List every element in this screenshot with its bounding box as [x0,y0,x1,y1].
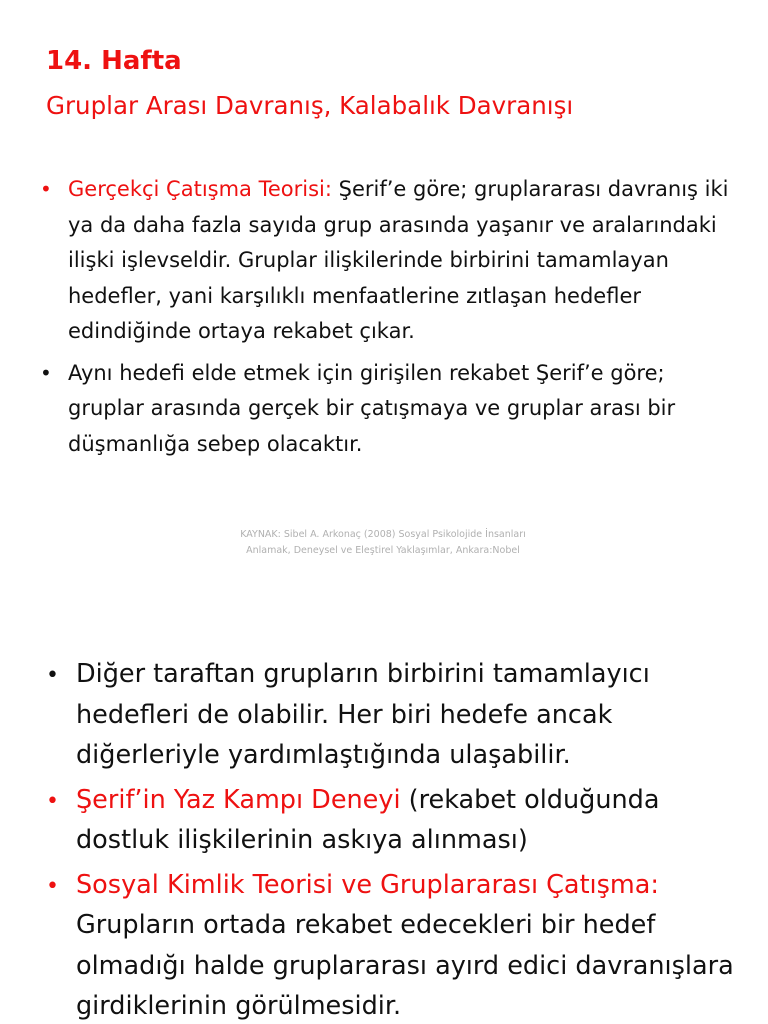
bottom-bullet-list [46,654,746,1024]
bullet-marker: • [46,788,59,814]
top-bullet-list [40,172,740,462]
list-item [40,356,740,463]
bullet-marker: • [40,177,52,201]
week-heading: 14. Hafta [46,46,182,76]
source-citation: KAYNAK: Sibel A. Arkonaç (2008) Sosyal Psikolojide İnsanları Anlamak, Deneysel ve Eleştirel Yaklaşımlar, Ankara:Nobel [240,529,526,556]
list-item [46,654,746,776]
list-item [46,865,746,1024]
item-text: Şerif’e göre; gruplararası davranış iki ya da daha fazla sayıda grup arasında yaşanır ve aralarındaki ilişki işlevseldir. Gruplar ilişkilerinde birbirini tamamlayan hedefler, yani karşılıklı menfaatlerine zıtlaşan hedefler edindiğinde ortaya rekabet çıkar. [68,177,729,343]
item-text: Diğer taraftan grupların birbirini tamamlayıcı hedefleri de olabilir. Her biri hedefe ancak diğerleriyle yardımlaştığında ulaşabilir. [76,659,650,770]
list-item [46,780,746,861]
list-item [40,172,740,350]
bullet-marker: • [40,360,52,385]
item-text: Grupların ortada rekabet edecekleri bir hedef olmadığı halde gruplararası ayırd edici davranışlara girdiklerinin görülmesidir. [76,910,734,1021]
term-highlight: Şerif’in Yaz Kampı Deneyi [76,784,401,815]
term-highlight: Sosyal Kimlik Teorisi ve Gruplararası Çatışma: [76,869,659,900]
bullet-marker: • [46,663,59,688]
slide-title: Gruplar Arası Davranış, Kalabalık Davranışı [46,91,574,120]
item-text: (rekabet olduğunda dostluk ilişkilerinin askıya alınması) [76,784,660,855]
item-text: Aynı hedefi elde etmek için girişilen rekabet Şerif’e göre; gruplar arasında gerçek bir çatışmaya ve gruplar arası bir düşmanlığa sebep olacaktır. [68,360,676,456]
bullet-marker: • [46,873,59,899]
term-highlight: Gerçekçi Çatışma Teorisi: [68,177,332,201]
